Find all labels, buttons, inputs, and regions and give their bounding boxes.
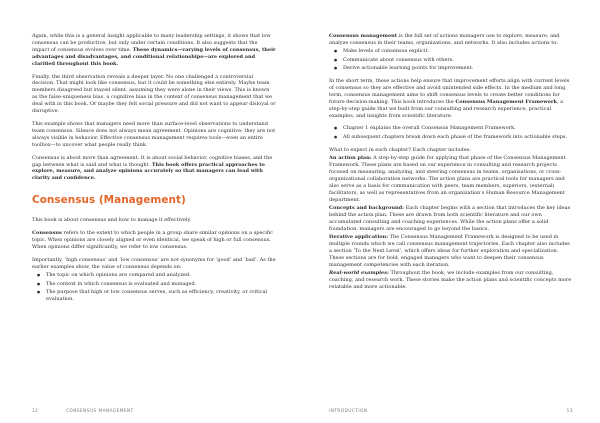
- bullet-list: [32, 272, 276, 303]
- paragraph: Iterative application: The Consensus Management Framework is designed to be used in multiple rounds which we call consensus management trajectories. Each chapter also includes a section ‘To the Next Level’, which offers ideas for further exploration and specialization. These sections are for bold, engaged managers who want to deepen their consensus management competencies with each iteration.: [329, 234, 570, 268]
- list-item: ● All subsequent chapters break down each phase of the framework into actionable steps.: [343, 134, 573, 141]
- paragraph: An action plan: A step-by-step guide for applying that phase of the Consensus Management Framework. These plans are based on our experience in consulting and research projects focused on measuring, analyzing, and steering consensus in teams, organizations, or cross-organizational collaboration networks. The action plans are practical tools for managers and also serve as a basis for communication with peers, team members, superiors, (external) facilitators, as well as representatives from an organization’s Human Resource Management department.: [329, 155, 566, 203]
- running-head: CONSENSUS MANAGEMENT: [66, 408, 134, 413]
- paragraph: Consensus management is the full set of actions managers use to explore, measure, and analyze consensus in their teams, organizations, and networks. It also includes actions to:: [329, 33, 560, 46]
- paragraph: Consensus is about more than agreement. It is about social behavior, cognitive biases, and the gap between what is said and what is thought. This book offers practical approaches to explore, measure, and analyze opinions accurately so that managers can lead with clarity and confidence.: [32, 154, 273, 182]
- paragraph: What to expect in each chapter? Each chapter includes:: [329, 146, 471, 153]
- paragraph: This example shows that managers need more than surface-level observations to understand team consensus. Silence does not always mean agreement. Opinions are cognitive: they are not always visible in behavior. Effective consensus management requires tools—even an entire toolbox—to uncover what people really think.: [32, 120, 276, 148]
- page-number: 12: [32, 408, 39, 413]
- paragraph: Finally, the third observation reveals a deeper layer. No one challenged a controversial decision. That might look like consensus, but it could be something else entirely. Maybe team members disagreed but stayed silent, assuming they were alone in their views. This is known as the false-uniqueness bias, a cognitive bias in the context of consensus management that we deal with in this book. Or maybe they felt social pressure and did not want to appear disloyal or disruptive.: [32, 73, 276, 115]
- list-item: ● The context in which consensus is evaluated and managed.: [46, 281, 276, 288]
- bullet-list: [329, 125, 573, 140]
- list-item: ● The purpose that high or low consensus serves, such as efficiency, creativity, or critical evaluation.: [46, 289, 276, 303]
- section-heading: Consensus (Management): [32, 194, 186, 207]
- list-item: ● Chapter 1 explains the overall Consensus Management Framework.: [343, 125, 573, 132]
- list-item: ● The topic on which opinions are compared and analyzed.: [46, 272, 276, 279]
- paragraph: Importantly, ‘high consensus’ and ‘low consensus’ are not synonyms for ‘good’ and ‘bad’. As the earlier examples show, the value of consensus depends on:: [32, 256, 276, 270]
- paragraph: In the short term, these actions help ensure that improvement efforts align with current levels of consensus so they are effective and avoid unintended side effects. In the medium and long term, consensus management aims to shift consensus levels to create better conditions for future decision-making. This book introduces the Consensus Management Framework, a step-by-step guide that we built from our consulting and research experience, practical examples, and insights from scientific literature.: [329, 78, 570, 119]
- bold-text: An action plan:: [329, 155, 372, 162]
- bold-text: Iterative application:: [329, 234, 389, 241]
- bold-text: Consensus management: [329, 33, 398, 39]
- bold-italic-text: Real-world examples:: [329, 270, 389, 277]
- paragraph: Again, while this is a general insight applicable to many leadership settings, it shows that low consensus can be productive, but only under certain conditions. It also suggests that the impact of consensus evolves over time. These dynamics—varying levels of consensus, their advantages and disadvantages, and conditional relationships—are explored and clarified throughout this book.: [32, 33, 276, 67]
- bold-text: These dynamics—varying levels of consensus, their advantages and disadvantages, and conditional relationships—are explored and clarified throughout this book.: [32, 46, 276, 67]
- paragraph: This book is about consensus and how to manage it effectively.: [32, 217, 192, 224]
- running-head: INTRODUCTION: [329, 408, 368, 413]
- paragraph: Concepts and background: Each chapter begins with a section that introduces the key ideas behind the action plan. These are drawn from both scientific literature and our own accumulated consulting and coaching experiences. While the action plans offer a solid foundation, managers are encouraged to go beyond the basics.: [329, 205, 571, 232]
- paragraph: Real-world examples: Throughout the book, we include examples from our consulting, coaching, and research work. These stories make the action plans and scientific concepts more relatable and more actionable.: [329, 270, 572, 290]
- bullet-list: [329, 48, 573, 72]
- bold-text: Consensus: [32, 230, 62, 237]
- list-item: ● Derive actionable learning points for improvement.: [343, 65, 573, 72]
- bold-text: This book offers practical approaches to explore, measure, and analyze opinions accurately so that managers can lead with clarity and confidence.: [32, 161, 265, 182]
- bold-text: Consensus Management Framework: [455, 98, 557, 105]
- list-item: ● Make levels of consensus explicit.: [343, 48, 573, 55]
- page-number: 13: [566, 408, 573, 413]
- list-item: ● Communicate about consensus with others.: [343, 57, 573, 64]
- paragraph: Consensus refers to the extent to which people in a group share similar opinions on a specific topic. When opinions are closely aligned or even identical, we speak of high or full consensus. When opinions differ significantly, we refer to low consensus.: [32, 230, 273, 250]
- right-page: [300, 0, 600, 423]
- bold-text: Concepts and background:: [329, 205, 404, 212]
